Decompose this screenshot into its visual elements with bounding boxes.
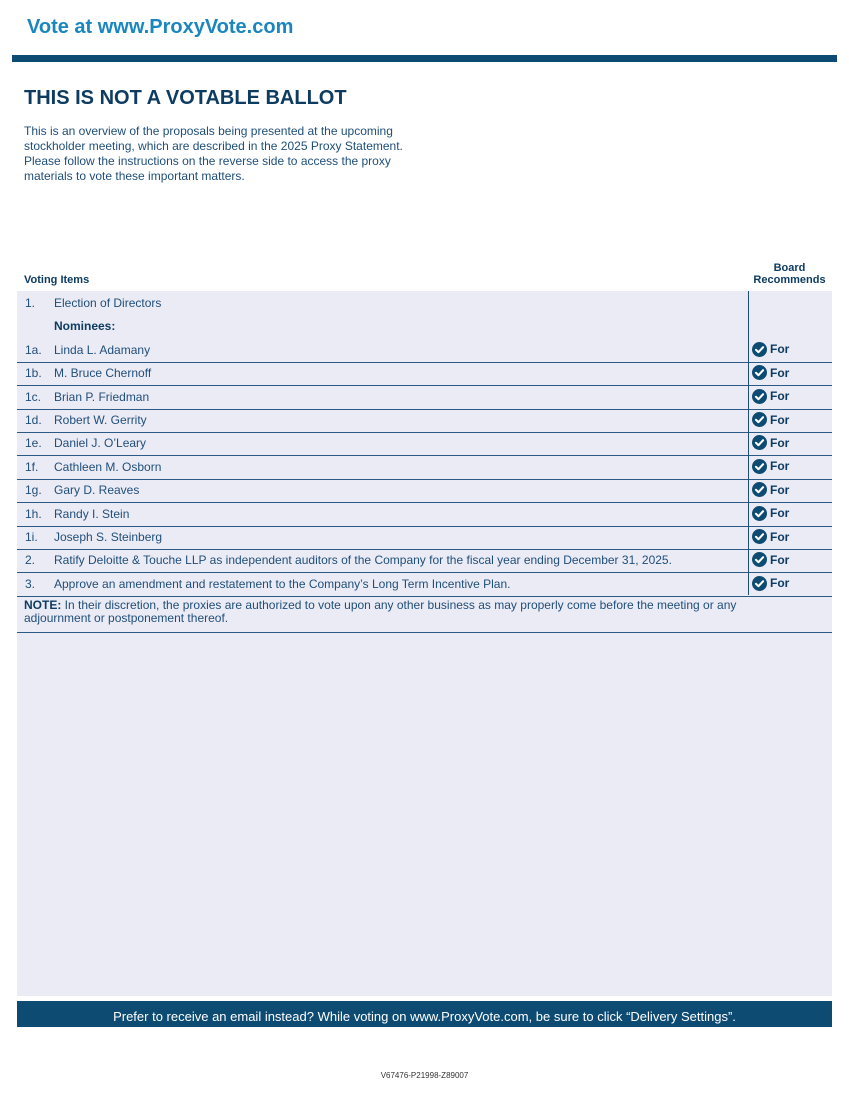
- item-number: 1i.: [25, 530, 38, 544]
- recommendation-label: For: [770, 552, 790, 567]
- item-text: Joseph S. Steinberg: [54, 530, 163, 544]
- voting-item-row: [17, 432, 832, 456]
- board-recommendation: [752, 482, 789, 497]
- board-recommends-header: [748, 262, 831, 286]
- recommendation-label: For: [770, 506, 790, 521]
- page-heading: THIS IS NOT A VOTABLE BALLOT: [24, 87, 347, 109]
- item-number: 1d.: [25, 413, 42, 427]
- board-recommendation: [752, 506, 789, 521]
- recommendation-label: For: [770, 529, 790, 544]
- check-circle-icon: [752, 506, 767, 521]
- voting-item-row: [17, 526, 832, 550]
- board-recommendation: [752, 552, 789, 567]
- item-number: 1g.: [25, 483, 42, 498]
- check-circle-icon: [752, 365, 767, 380]
- delivery-settings-banner: Prefer to receive an email instead? While voting on www.ProxyVote.com, be sure to click “Delivery Settings”.: [17, 1001, 832, 1027]
- item-text: Brian P. Friedman: [54, 389, 150, 404]
- item-number: 1e.: [25, 436, 42, 451]
- check-circle-icon: [752, 576, 767, 591]
- item-text: Ratify Deloitte & Touche LLP as independent auditors of the Company for the fiscal year ending December 31, 2025.: [54, 553, 672, 568]
- check-circle-icon: [752, 482, 767, 497]
- recommendation-label: For: [770, 435, 790, 450]
- item-text: Election of Directors: [54, 296, 162, 310]
- voting-item-row: [17, 479, 832, 503]
- recommendation-label: For: [770, 412, 790, 427]
- board-recommendation: [752, 389, 789, 404]
- voting-item-row: [17, 292, 832, 315]
- check-circle-icon: [752, 412, 767, 427]
- item-text: Cathleen M. Osborn: [54, 459, 162, 474]
- board-recommendation: [752, 459, 789, 474]
- recommendation-label: For: [770, 459, 790, 474]
- voting-item-row: [17, 362, 832, 386]
- item-number: 1f.: [25, 459, 39, 474]
- item-number: 1.: [25, 296, 36, 310]
- item-number: 1c.: [25, 389, 42, 404]
- voting-item-row: [17, 503, 832, 527]
- recommendation-label: For: [770, 482, 790, 497]
- check-circle-icon: [752, 552, 767, 567]
- item-text: Gary D. Reaves: [54, 483, 140, 498]
- item-number: 3.: [25, 576, 36, 591]
- voting-item-row: [17, 339, 832, 363]
- item-number: 1a.: [25, 342, 42, 357]
- check-circle-icon: [752, 342, 767, 357]
- check-circle-icon: [752, 459, 767, 474]
- item-text: Approve an amendment and restatement to the Company’s Long Term Incentive Plan.: [54, 576, 511, 591]
- check-circle-icon: [752, 435, 767, 450]
- recommendation-label: For: [770, 389, 790, 404]
- voting-item-row: [17, 456, 832, 480]
- board-recommendation: [752, 576, 789, 591]
- vote-site-title: Vote at www.ProxyVote.com: [27, 16, 294, 38]
- note-paragraph: [24, 599, 754, 625]
- item-number: 1b.: [25, 366, 42, 381]
- item-text: Linda L. Adamany: [54, 342, 151, 357]
- intro-paragraph: This is an overview of the proposals being presented at the upcoming stockholder meeting, which are described in the 2025 Proxy Statement. Please follow the instructions on the reverse side to access the proxy materials to vote these important matters.: [24, 124, 403, 183]
- voting-item-row: [17, 315, 832, 338]
- recommendation-label: For: [770, 365, 790, 380]
- note-label: NOTE:: [24, 598, 62, 612]
- board-header-line1: Board: [773, 262, 806, 274]
- board-recommendation: [752, 435, 789, 450]
- document-code: V67476-P21998-Z89007: [380, 1071, 469, 1080]
- item-text: Randy I. Stein: [54, 506, 130, 521]
- item-number: 2.: [25, 553, 36, 568]
- board-recommendation: [752, 412, 789, 427]
- recommendation-label: For: [770, 576, 790, 591]
- item-text: Daniel J. O’Leary: [54, 436, 147, 451]
- note-text: In their discretion, the proxies are authorized to vote upon any other business as may properly come before the meeting or any adjournment or postponement thereof.: [24, 598, 737, 625]
- header-divider: [12, 55, 837, 62]
- voting-item-row: [17, 549, 832, 573]
- item-text: Robert W. Gerrity: [54, 413, 147, 427]
- item-number: 1h.: [25, 506, 42, 521]
- item-text: Nominees:: [54, 319, 116, 334]
- board-recommendation: [752, 342, 789, 357]
- voting-item-row: [17, 386, 832, 410]
- board-recommendation: [752, 529, 789, 544]
- board-header-line2: Recommends: [753, 274, 826, 286]
- board-recommendation: [752, 365, 789, 380]
- note-divider: [17, 632, 832, 633]
- voting-items-header: Voting Items: [24, 274, 90, 286]
- voting-item-row: [17, 573, 832, 597]
- recommendation-label: For: [770, 342, 790, 357]
- check-circle-icon: [752, 529, 767, 544]
- check-circle-icon: [752, 389, 767, 404]
- voting-item-row: [17, 409, 832, 433]
- recommend-column-divider: [748, 291, 749, 595]
- item-text: M. Bruce Chernoff: [54, 366, 152, 381]
